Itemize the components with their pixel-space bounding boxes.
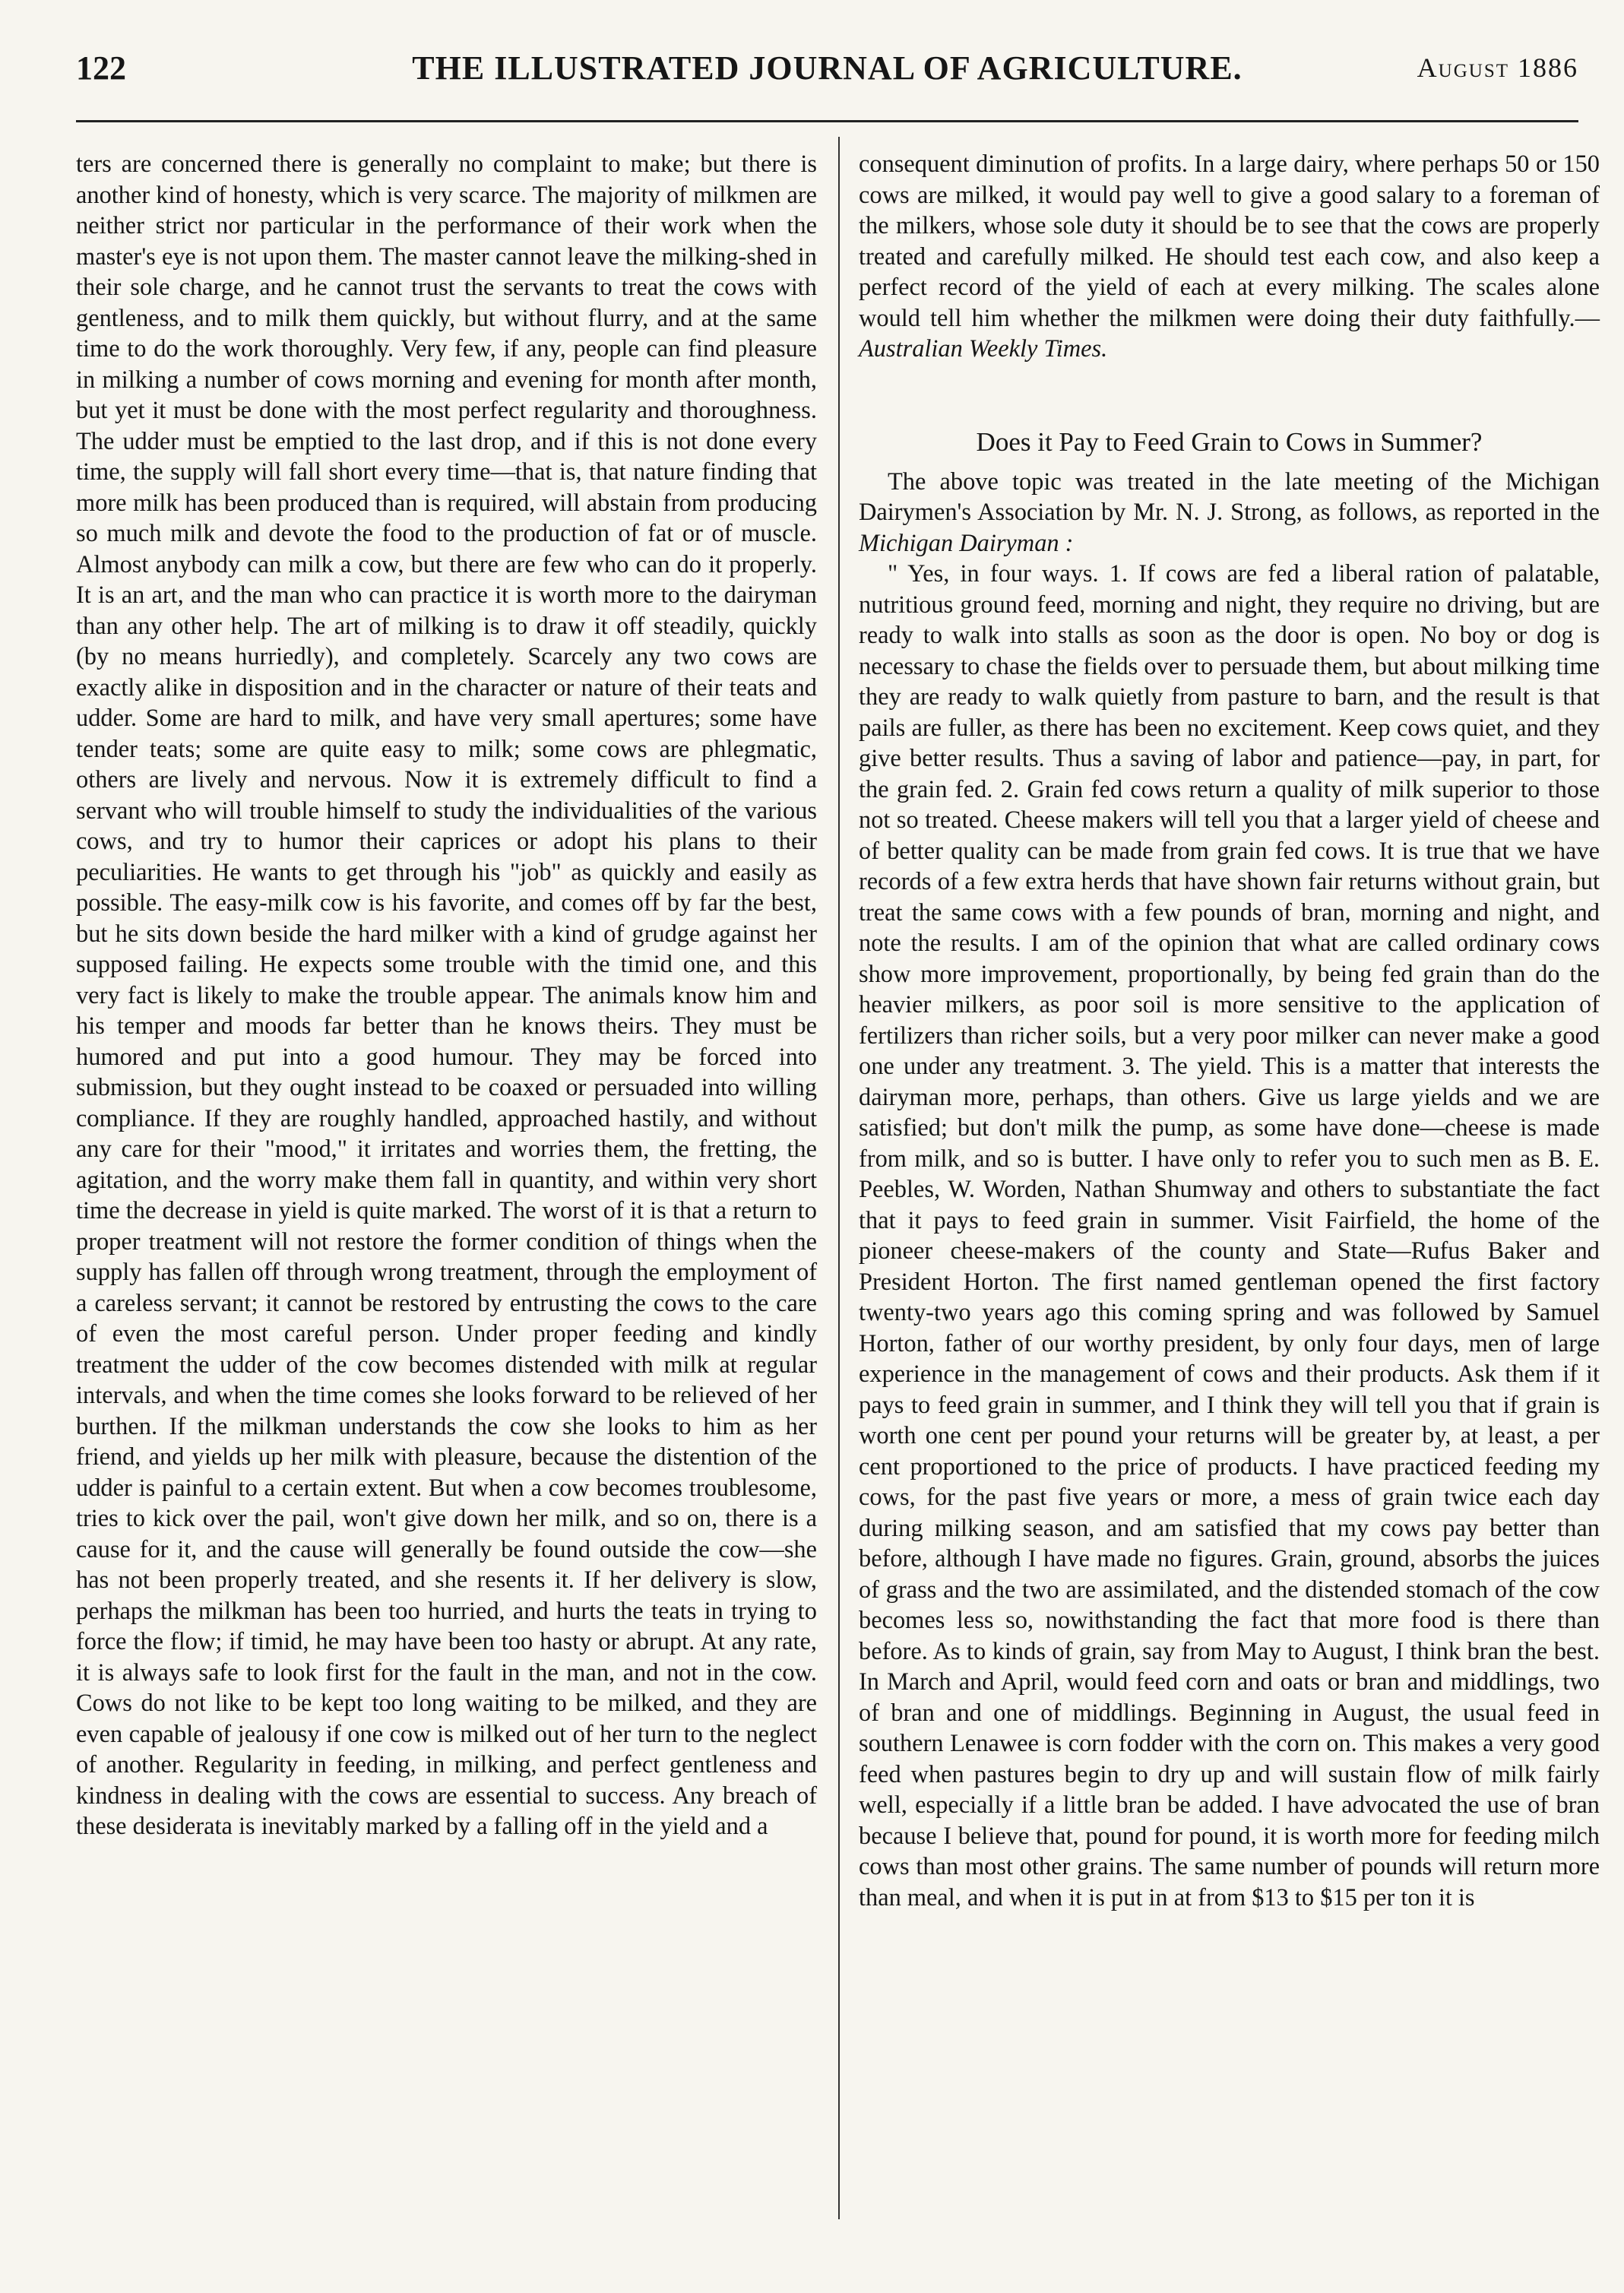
page-number: 122 [76,49,126,87]
journal-title: THE ILLUSTRATED JOURNAL OF AGRICULTURE. [412,49,1243,87]
continued-article-text [859,149,1600,365]
left-column-text: ters are concerned there is generally no complaint to make; but there is another kind of honesty, which is very scarce. The majority of milkmen are neither strict nor particular in the performance of their work when the master's eye is not upon them. The master cannot leave the milking-shed in their sole charge, and he cannot trust the servants to treat the cows with gentleness, and to milk them quickly, but without flurry, and at the same time to do the work thoroughly. Very few, if any, people can find pleasure in milking a number of cows morning and evening for month after month, but yet it must be done with the most perfect regularity and thoroughness. The udder must be emptied to the last drop, and if this is not done every time, the supply will fall short every time—that is, that nature finding that more milk has been produced than is required, will abstain from producing so much milk and devote the food to the production of fat or of muscle. Almost anybody can milk a cow, but there are few who can do it properly. It is an art, and the man who can practice it is worth more to the dairyman than any other help. The art of milking is to draw it off steadily, quickly (by no means hurriedly), and completely. Scarcely any two cows are exactly alike in disposition and in the character or nature of their teats and udder. Some are hard to milk, and have very small apertures; some have tender teats; some are quite easy to milk; some cows are phlegmatic, others are lively and nervous. Now it is extremely difficult to find a servant who will trouble himself to study the individualities of the various cows, and try to humor their caprices or adopt his plans to their peculiarities. He wants to get through his "job" as quickly and easily as possible. The easy-milk cow is his favorite, and comes off by far the best, but he sits down beside the hard milker with a kind of grudge against her supposed failing. He expects some trouble with the timid one, and this very fact is likely to make the trouble appear. The animals know him and his temper and moods far better than he knows theirs. They must be humored and put into a good humour. They may be forced into submission, but they ought instead to be coaxed or persuaded into willing compliance. If they are roughly handled, approached hastily, and without any care for their "mood," it irritates and worries them, the fretting, the agitation, and the worry make them fall in quantity, and within very short time the decrease in yield is quite marked. The worst of it is that a return to proper treatment will not restore the former condition of things when the supply has fallen off through wrong treatment, through the employment of a careless servant; it cannot be restored by entrusting the cows to the care of even the most careful person. Under proper feeding and kindly treatment the udder of the cow becomes distended with milk at regular intervals, and when the time comes she looks forward to be relieved of her burthen. If the milkman understands the cow she looks to him as her friend, and yields up her milk with pleasure, because the distention of the udder is painful to a certain extent. But when a cow becomes troublesome, tries to kick over the pail, won't give down her milk, and so on, there is a cause for it, and the cause will generally be found outside the cow—she has not been properly treated, and she resents it. If her delivery is slow, perhaps the milkman has been too hurried, and hurts the teats in trying to force the flow; if timid, he may have been too hasty or abrupt. At any rate, it is always safe to look first for the fault in the man, and not in the cow. Cows do not like to be kept too long waiting to be milked, and they are even capable of jealousy if one cow is milked out of her turn to the neglect of another. Regularity in feeding, in milking, and perfect gentleness and kindness in dealing with the cows are essential to success. Any breach of these desiderata is inevitably marked by a falling off in the yield and a [76,150,817,1840]
right-column [859,149,1600,1913]
article-intro [859,467,1600,559]
issue-date: August 1886 [1417,52,1578,83]
header-rule [76,120,1578,122]
article-intro-text: The above topic was treated in the late meeting of the Michigan Dairymen's Association by Mr. N. J. Strong, as follows, as reported in the [859,467,1600,526]
article-heading: Does it Pay to Feed Grain to Cows in Summer? [976,426,1483,457]
page-header [76,49,1578,102]
column-divider [838,137,840,2219]
left-column [76,149,817,1842]
article-intro-source: Michigan Dairyman : [859,529,1074,557]
continued-article-source: Australian Weekly Times. [859,335,1108,363]
continued-article-body: consequent diminution of profits. In a large dairy, where perhaps 50 or 150 cows are milked, it would pay well to give a good salary to a foreman of the milkers, whose sole duty it should be to see that the cows are properly treated and carefully milked. He should test each cow, and also keep a perfect record of the yield of each at every milking. The scales alone would tell him whether the milkmen were doing their duty faithfully.— [859,150,1600,332]
article-body: " Yes, in four ways. 1. If cows are fed a liberal ration of palatable, nutritious ground feed, morning and night, they require no driving, but are ready to walk into stalls as soon as the door is open. No boy or dog is necessary to chase the fields over to persuade them, but about milking time they are ready to walk quietly from pasture to barn, and the result is that pails are fuller, as there has been no excitement. Keep cows quiet, and they give better results. Thus a saving of labor and patience—pay, in part, for the grain fed. 2. Grain fed cows return a quality of milk superior to those not so treated. Cheese makers will tell you that a larger yield of cheese and of better quality can be made from grain fed cows. It is true that we have records of a few extra herds that have shown fair returns without grain, but treat the same cows with a few pounds of bran, morning and night, and note the results. I am of the opinion that what are called ordinary cows show more improvement, proportionally, by being fed grain than do the heavier milkers, as poor soil is more sensitive to the application of fertilizers than richer soils, but a very poor milker can never make a good one under any treatment. 3. The yield. This is a matter that interests the dairyman more, perhaps, than others. Give us large yields and we are satisfied; but don't milk the pump, as some have done—cheese is made from milk, and so is butter. I have only to refer you to such men as B. E. Peebles, W. Worden, Nathan Shumway and others to substantiate the fact that it pays to feed grain in summer. Visit Fairfield, the home of the pioneer cheese-makers of the county and State—Rufus Baker and President Horton. The first named gentleman opened the first factory twenty-two years ago this coming spring and was followed by Samuel Horton, father of our worthy president, by only four days, men of large experience in the management of cows and their products. Ask them if it pays to feed grain in summer, and I think they will tell you that if grain is worth one cent per pound your returns will be greater by, at least, a per cent proportioned to the price of products. I have practiced feeding my cows, for the past five years or more, a mess of grain twice each day during milking season, and am satisfied that my cows pay better than before, although I have made no figures. Grain, ground, absorbs the juices of grass and the two are assimilated, and the distended stomach of the cow becomes less so, nowithstanding the fact that more food is there than before. As to kinds of grain, say from May to August, I think bran the best. In March and April, would feed corn and oats or bran and middlings, two of bran and one of middlings. Beginning in August, the usual feed in southern Lenawee is corn fodder with the corn on. This makes a very good feed when pastures begin to dry up and will sustain flow of milk fairly well, especially if a little bran be added. I have advocated the use of bran because I believe that, pound for pound, it is worth more for feeding milch cows than most other grains. The same number of pounds will return more than meal, and when it is put in at from $13 to $15 per ton it is [859,560,1600,1911]
